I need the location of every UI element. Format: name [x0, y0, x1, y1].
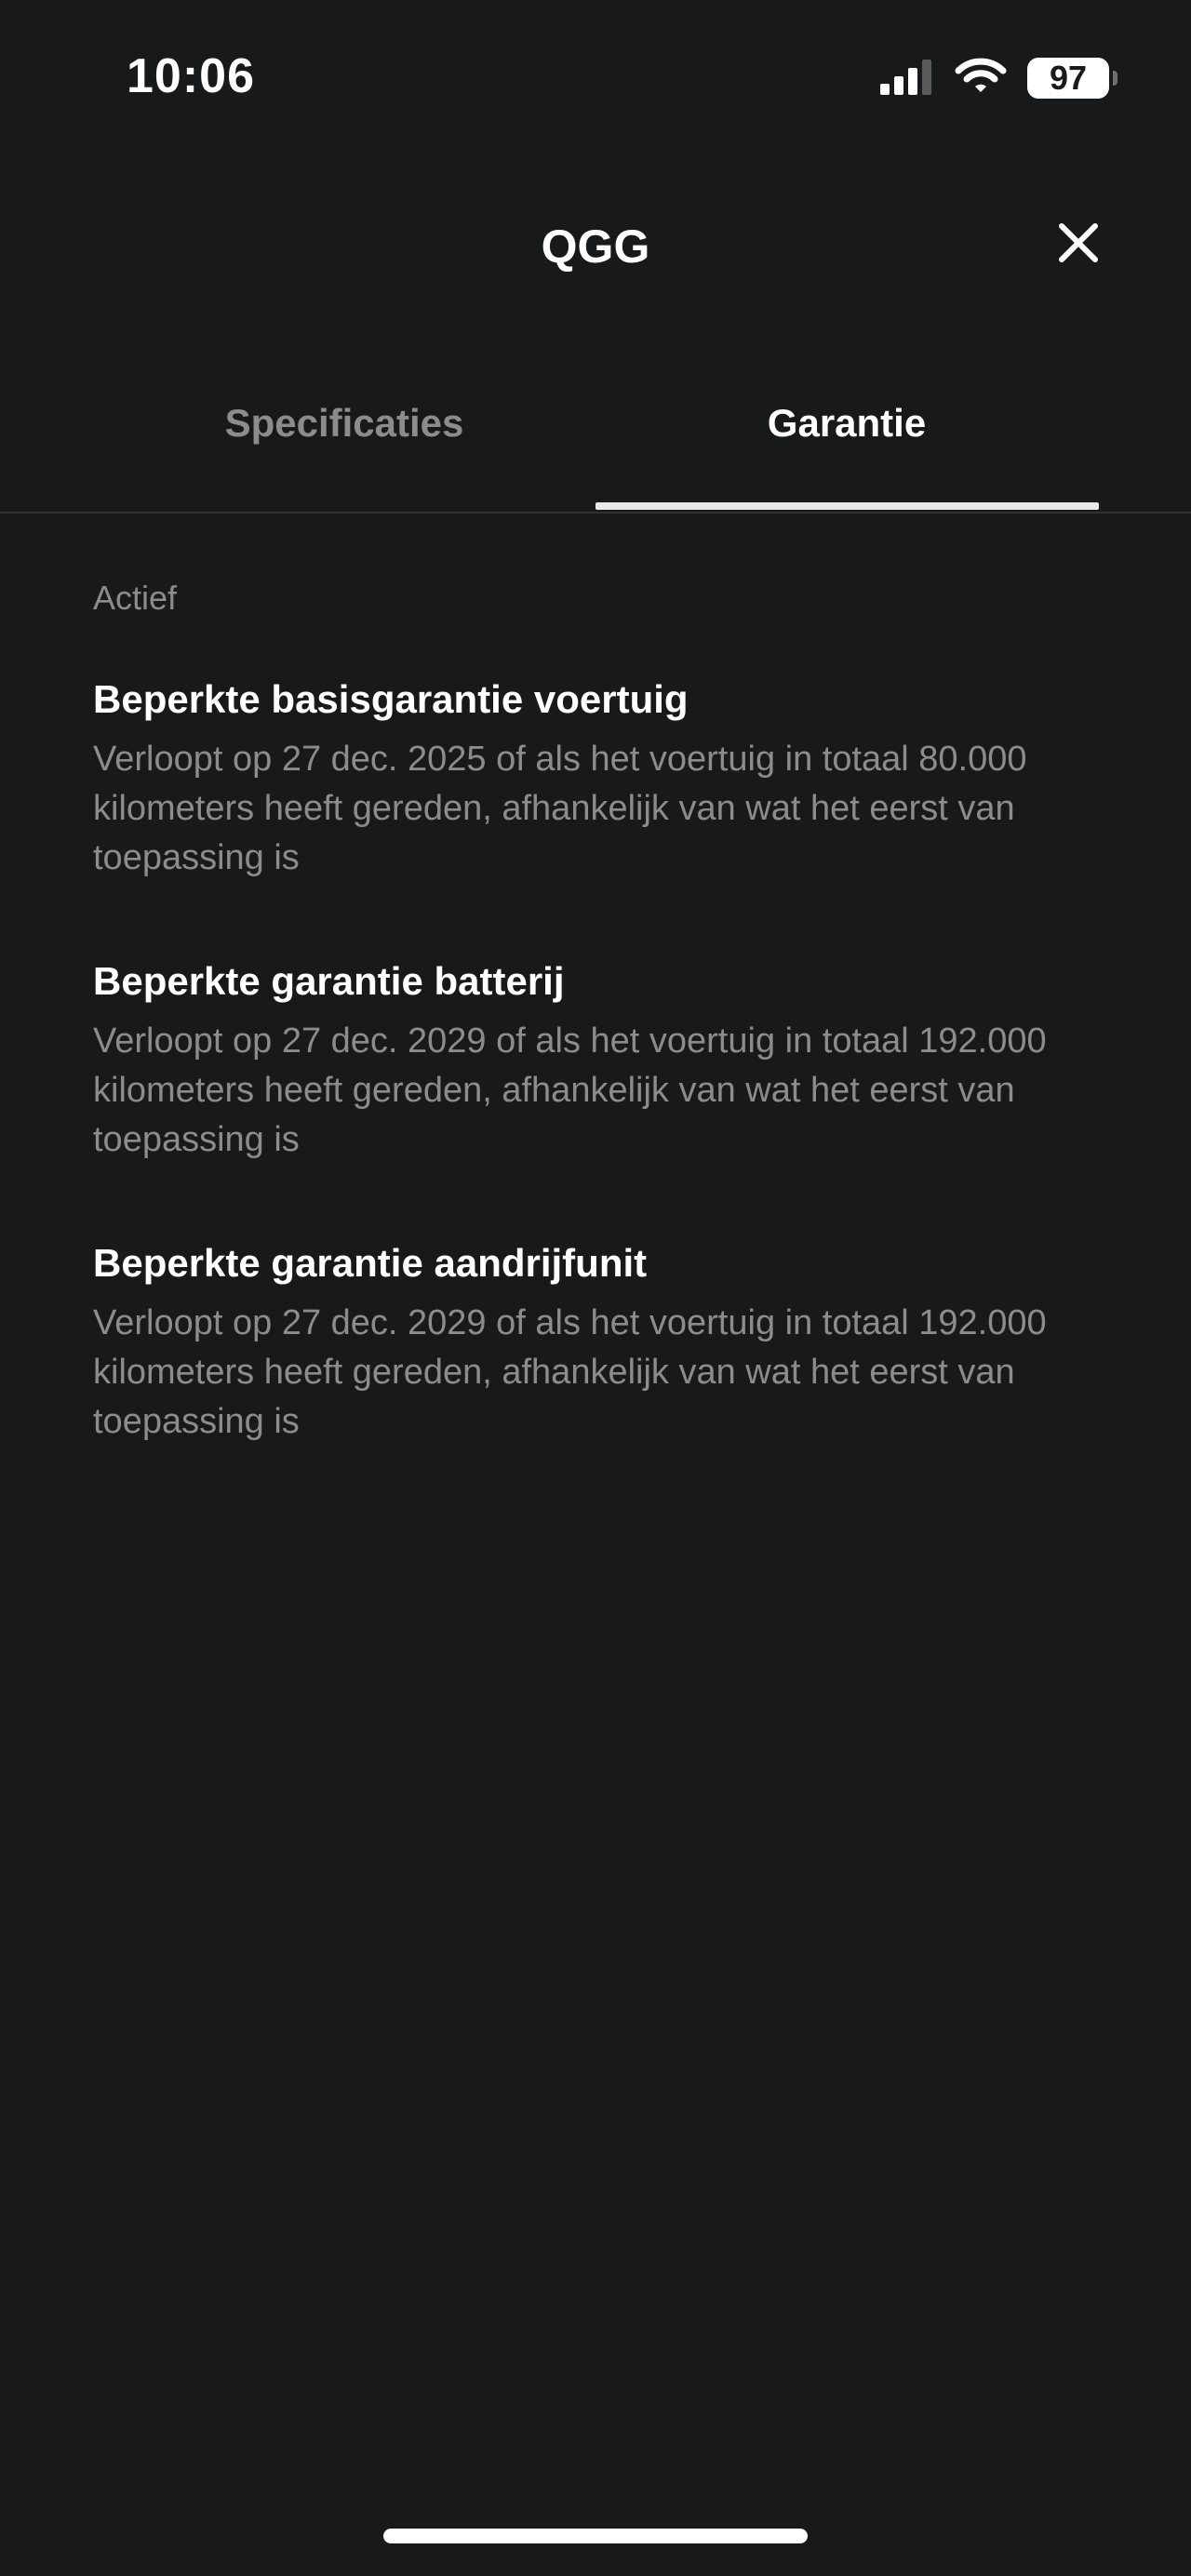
section-label-actief: Actief — [93, 579, 178, 617]
header — [0, 195, 1191, 298]
page-title: QGG — [541, 220, 650, 273]
close-button[interactable] — [1051, 218, 1105, 272]
close-icon — [1057, 221, 1100, 269]
tab-bar — [0, 381, 1191, 514]
warranty-item — [93, 1239, 1117, 1447]
wifi-icon — [955, 58, 1007, 100]
status-bar — [0, 0, 1191, 158]
tab-specificaties-label: Specificaties — [224, 401, 464, 445]
tab-garantie-label: Garantie — [767, 401, 927, 445]
tab-garantie[interactable] — [596, 381, 1098, 512]
warranty-content — [93, 572, 1117, 1521]
warranty-item — [93, 957, 1117, 1165]
warranty-title: Beperkte basisgarantie voertuig — [93, 677, 689, 721]
status-time: 10:06 — [127, 49, 255, 103]
battery-icon — [1027, 58, 1109, 99]
status-icons — [880, 56, 1109, 100]
warranty-title: Beperkte garantie batterij — [93, 959, 565, 1003]
warranty-description: Verloopt op 27 dec. 2025 of als het voertuig in totaal 80.000 kilometers heeft gereden, afhankelijk van wat het eerst van toepassing is — [93, 740, 1027, 877]
warranty-description: Verloopt op 27 dec. 2029 of als het voertuig in totaal 192.000 kilometers heeft gereden, afhankelijk van wat het eerst van toepassing is — [93, 1021, 1047, 1159]
home-indicator[interactable] — [383, 2529, 808, 2543]
active-tab-indicator — [596, 502, 1099, 510]
warranty-description: Verloopt op 27 dec. 2029 of als het voertuig in totaal 192.000 kilometers heeft gereden, afhankelijk van wat het eerst van toepassing is — [93, 1303, 1047, 1441]
warranty-title: Beperkte garantie aandrijfunit — [93, 1241, 648, 1285]
battery-level: 97 — [1049, 59, 1088, 97]
cellular-signal-icon — [880, 58, 934, 100]
warranty-item — [93, 675, 1117, 883]
tab-specificaties[interactable] — [93, 381, 596, 512]
